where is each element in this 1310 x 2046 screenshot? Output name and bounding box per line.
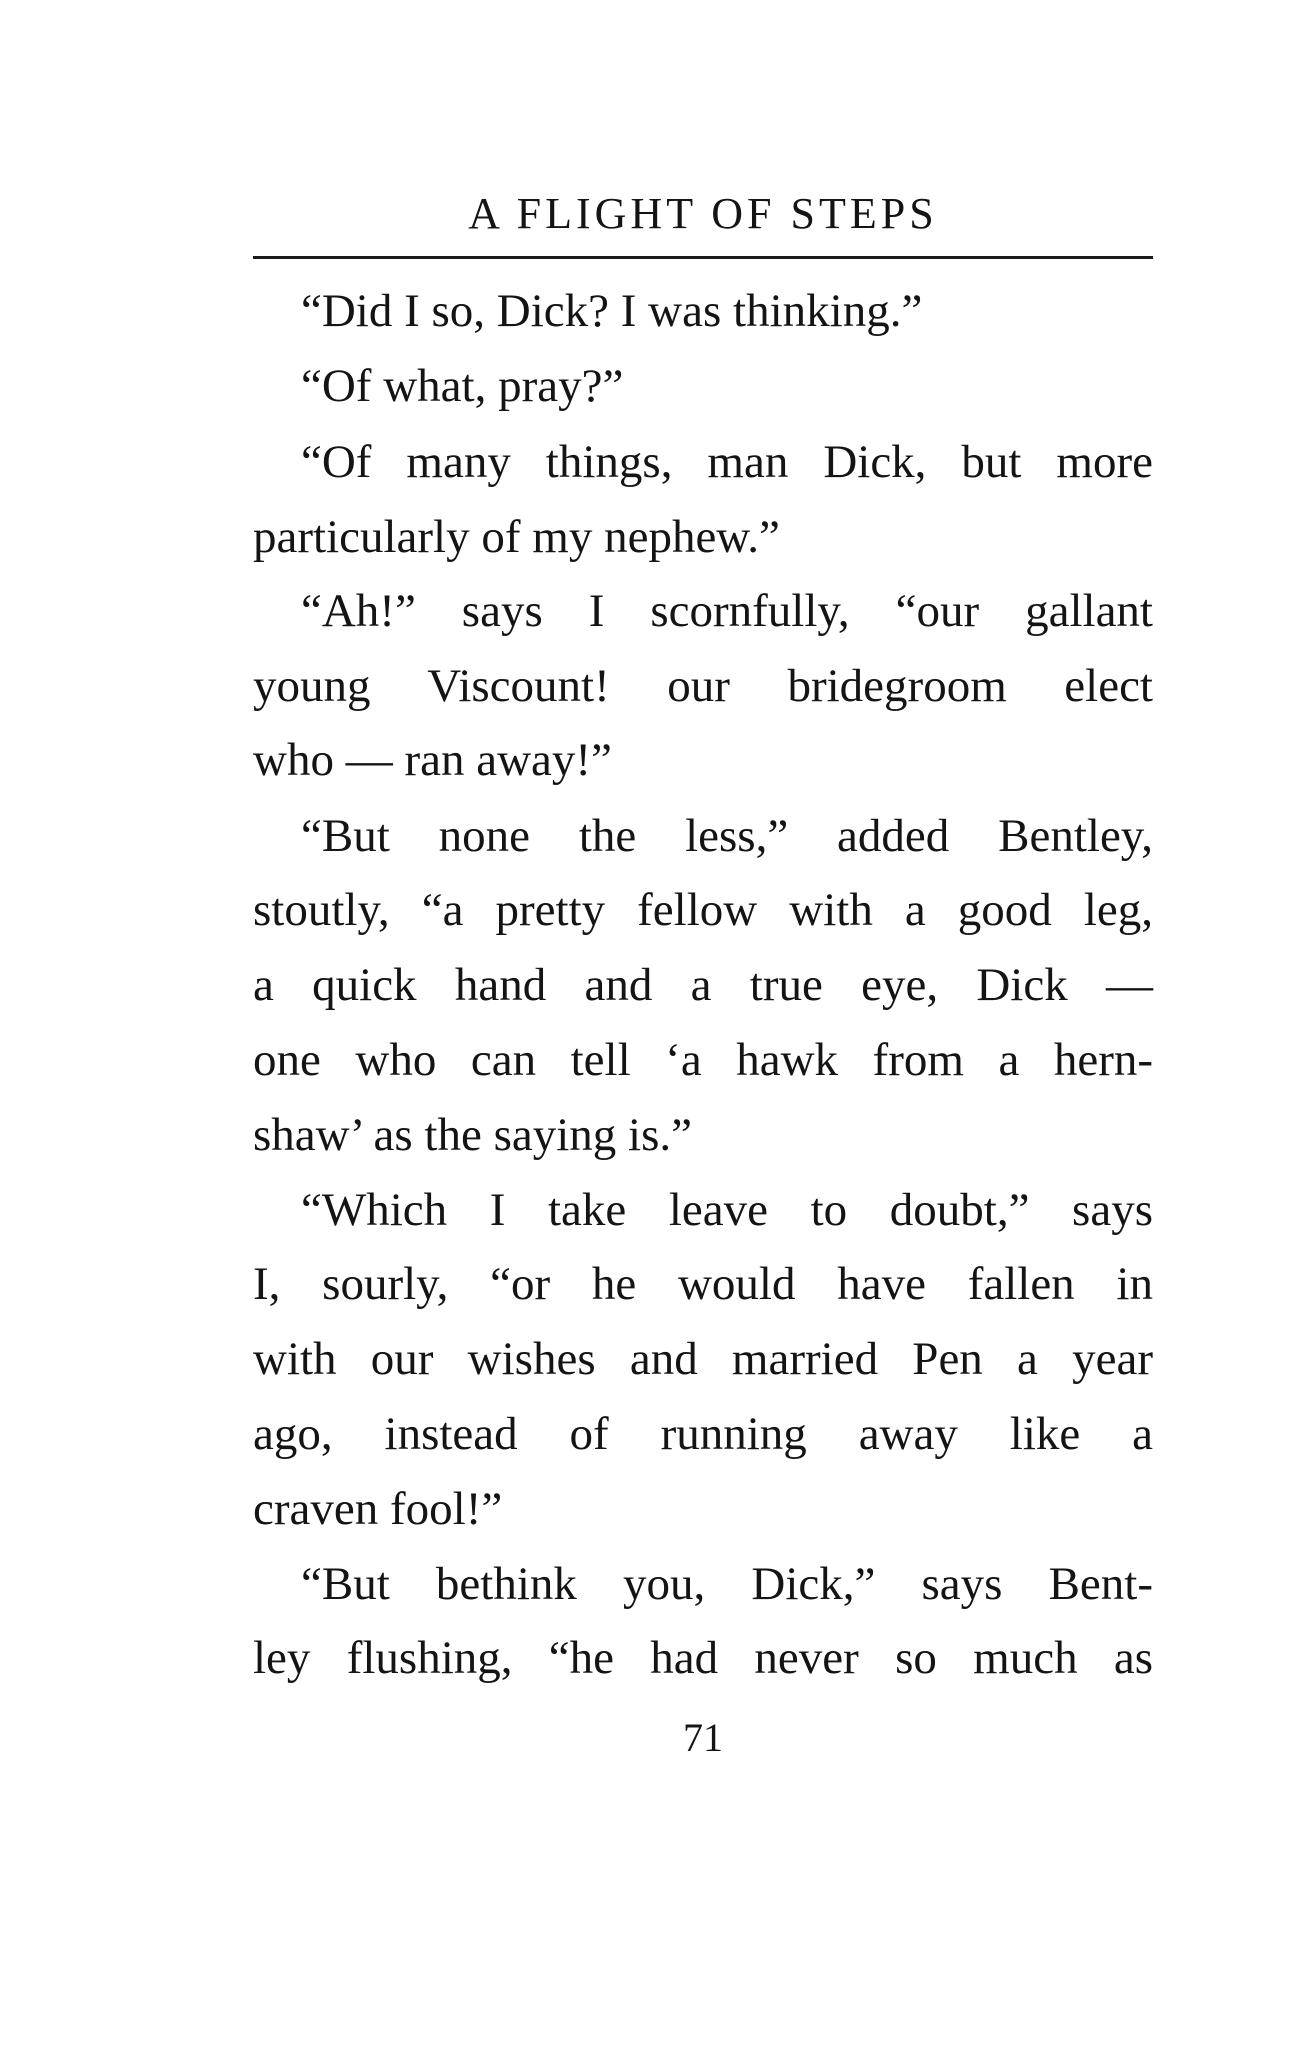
header-rule <box>253 256 1153 259</box>
text-line: who — ran away!” <box>253 734 612 786</box>
text-line: “But bethink you, Dick,” says Bent- <box>301 1558 1153 1610</box>
running-head: A FLIGHT OF STEPS <box>468 189 938 238</box>
text-line: young Viscount! our bridegroom elect <box>253 660 1153 712</box>
text-line: “Ah!” says I scornfully, “our gallant <box>301 585 1153 637</box>
text-line: ley flushing, “he had never so much as <box>253 1632 1153 1684</box>
text-line: craven fool!” <box>253 1483 503 1535</box>
text-line: “Of many things, man Dick, but more <box>301 436 1153 488</box>
text-line: stoutly, “a pretty fellow with a good leg, <box>253 884 1153 936</box>
text-line: one who can tell ‘a hawk from a hern- <box>253 1034 1153 1086</box>
text-line: shaw’ as the saying is.” <box>253 1109 692 1161</box>
text-line: a quick hand and a true eye, Dick — <box>253 959 1153 1011</box>
text-line: with our wishes and married Pen a year <box>253 1333 1153 1385</box>
text-line: “Did I so, Dick? I was thinking.” <box>301 285 923 337</box>
text-line: “Of what, pray?” <box>301 360 624 412</box>
text-line: I, sourly, “or he would have fallen in <box>253 1258 1153 1310</box>
text-line: ago, instead of running away like a <box>253 1408 1153 1460</box>
page-number: 71 <box>683 1715 723 1760</box>
text-line: “Which I take leave to doubt,” says <box>301 1184 1153 1236</box>
text-line: particularly of my nephew.” <box>253 511 780 563</box>
text-line: “But none the less,” added Bentley, <box>301 810 1153 862</box>
